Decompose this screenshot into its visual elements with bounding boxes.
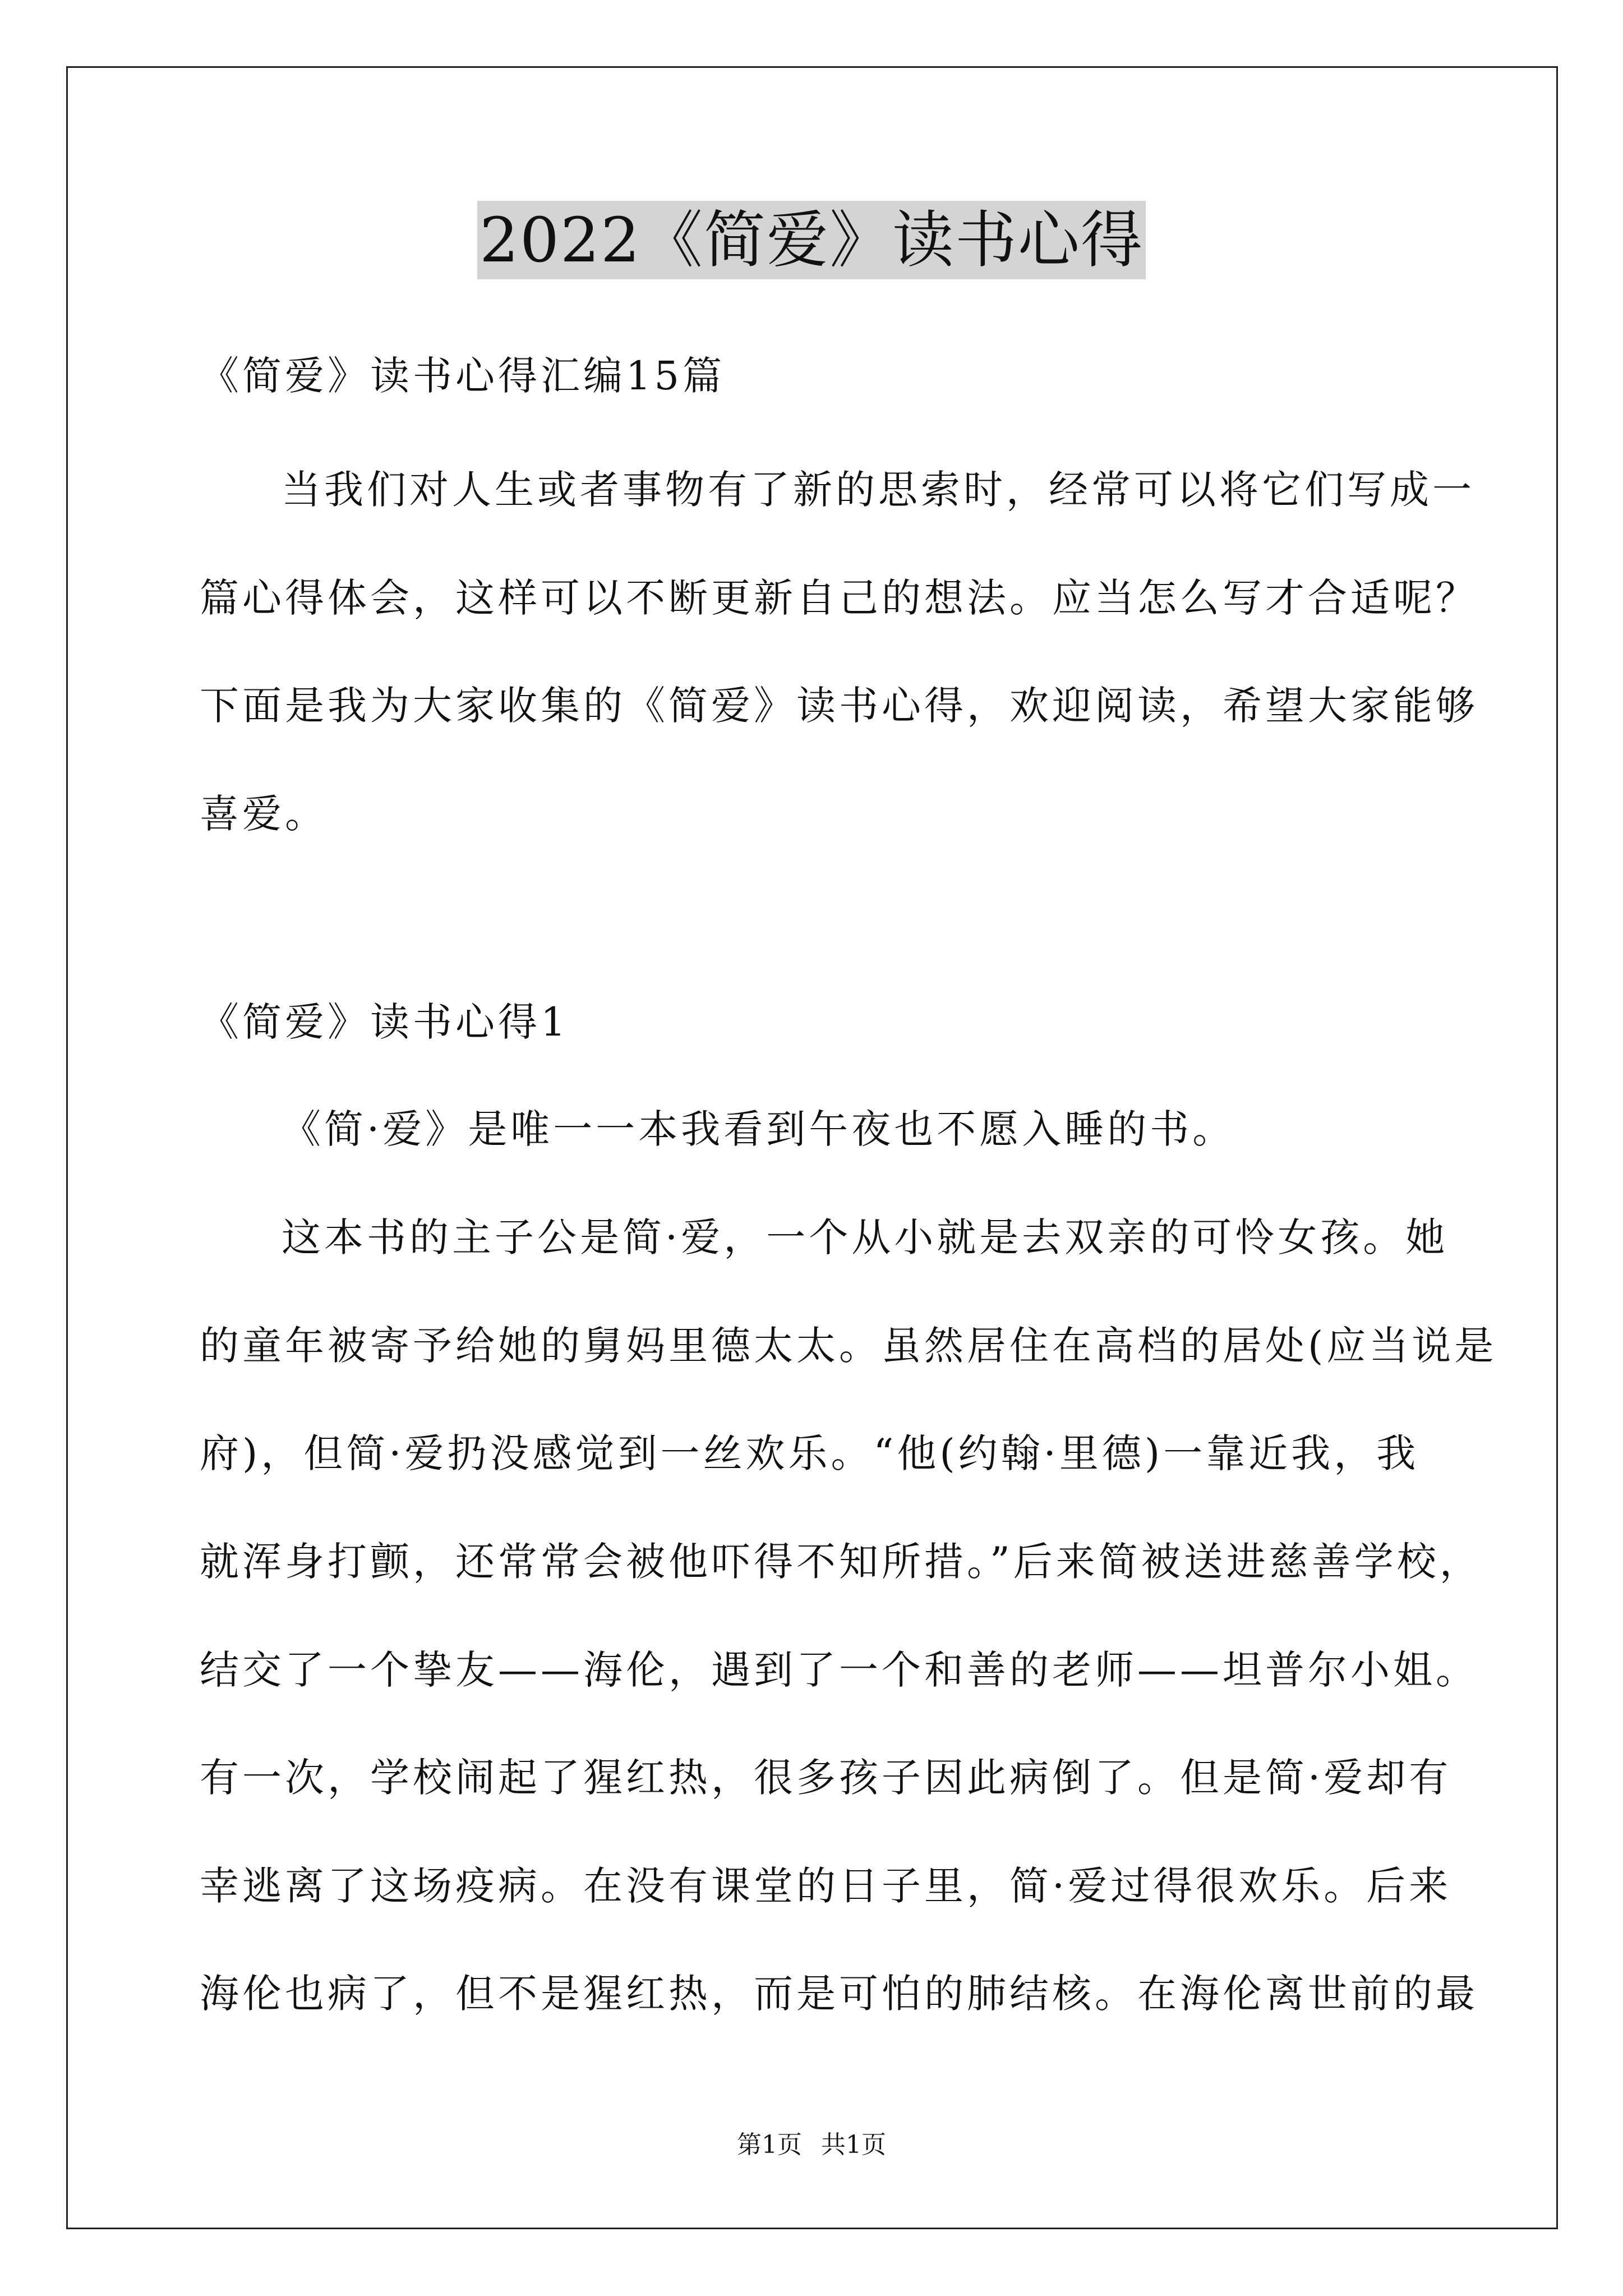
page-footer [0, 2129, 1623, 2161]
title-container [0, 201, 1623, 279]
section-heading: 《简爱》读书心得1 [200, 999, 569, 1045]
intro-line-3: 下面是我为大家收集的《简爱》读书心得，欢迎阅读，希望大家能够 [200, 683, 1478, 729]
intro-line-1: 当我们对人生或者事物有了新的思索时，经常可以将它们写成一 [282, 467, 1475, 513]
section-paragraph-1: 《简·爱》是唯一一本我看到午夜也不愿入睡的书。 [282, 1106, 1235, 1152]
document-subtitle: 《简爱》读书心得汇编15篇 [200, 353, 726, 399]
section-paragraph-2-line-3: 府)，但简·爱扔没感觉到一丝欢乐。“他(约翰·里德)一靠近我，我 [200, 1430, 1419, 1476]
section-paragraph-2-line-6: 有一次，学校闹起了猩红热，很多孩子因此病倒了。但是简·爱却有 [200, 1755, 1452, 1801]
page-number: 第1页 [737, 2131, 802, 2159]
document-title: 2022《简爱》读书心得 [477, 201, 1146, 279]
section-paragraph-2-line-7: 幸逃离了这场疫病。在没有课堂的日子里，简·爱过得很欢乐。后来 [200, 1863, 1452, 1909]
section-paragraph-2-line-1: 这本书的主子公是简·爱，一个从小就是去双亲的可怜女孩。她 [282, 1214, 1449, 1260]
section-paragraph-2-line-4: 就浑身打颤，还常常会被他吓得不知所措。”后来简被送进慈善学校， [200, 1539, 1482, 1585]
section-paragraph-2-line-2: 的童年被寄予给她的舅妈里德太太。虽然居住在高档的居处(应当说是 [200, 1323, 1497, 1369]
intro-line-4: 喜爱。 [200, 791, 328, 837]
section-paragraph-2-line-5: 结交了一个挚友——海伦，遇到了一个和善的老师——坦普尔小姐。 [200, 1647, 1478, 1693]
intro-line-2: 篇心得体会，这样可以不断更新自己的想法。应当怎么写才合适呢？ [200, 575, 1478, 621]
section-paragraph-2-line-8: 海伦也病了，但不是猩红热，而是可怕的肺结核。在海伦离世前的最 [200, 1971, 1478, 2017]
page-total: 共1页 [821, 2131, 886, 2159]
